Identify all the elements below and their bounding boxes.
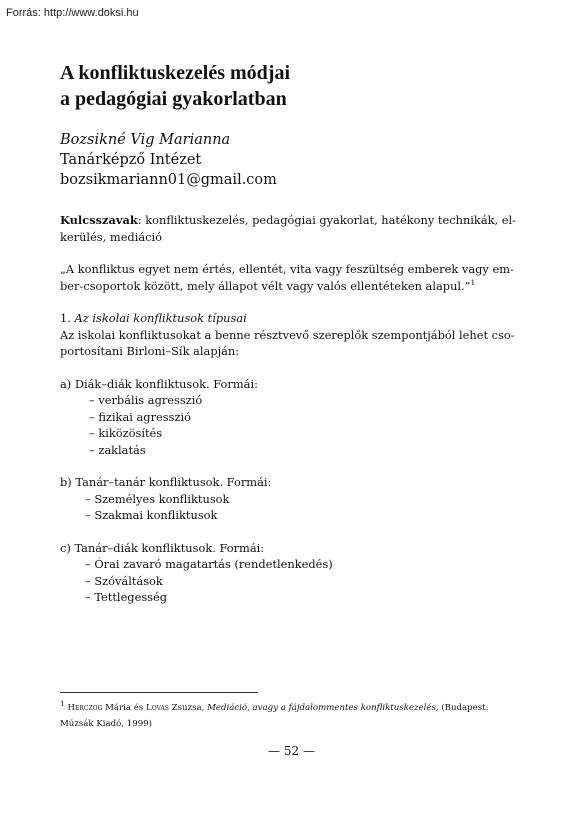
section-1 — [60, 310, 524, 360]
title-line-2: a pedagógiai gyakorlatban — [60, 88, 287, 110]
article-body — [60, 60, 524, 606]
footnote-work-title: Mediáció, avagy a fájdalommentes konfliktuskezelés — [207, 703, 436, 713]
title-line-1: A konfliktuskezelés módjai — [60, 62, 291, 84]
group-c-heading: c) Tanár–diák konfliktusok. Formái: — [60, 540, 265, 555]
section-line-1: Az iskolai konfliktusokat a benne résztvevő szereplők szempontjából lehet cso- — [60, 327, 515, 342]
footnote-text-3: , (Budapest: — [435, 703, 489, 713]
list-item: – zaklatás — [89, 442, 146, 457]
quote-line-2: ber-csoportok között, mely állapot vélt vagy valós ellentéteken alapul.” — [60, 278, 471, 293]
footnote-text-2: Zsuzsa, — [168, 703, 208, 713]
author-block — [60, 130, 524, 190]
author-name: Bozsikné Vig Marianna — [60, 132, 231, 148]
quote-line-1: „A konfliktus egyet nem értés, ellentét, vita vagy feszültség emberek vagy em- — [60, 262, 514, 276]
definition-quote — [60, 261, 524, 294]
footnote-author-2: Lovas — [146, 703, 169, 713]
footnote-ref: 1 — [470, 277, 476, 287]
source-url: Forrás: http://www.doksi.hu — [6, 7, 139, 19]
footnote-divider — [60, 692, 258, 693]
group-b-heading: b) Tanár–tanár konfliktusok. Formái: — [60, 475, 272, 489]
group-a — [60, 376, 524, 459]
list-item: – Szóváltások — [85, 573, 163, 588]
footnote-line-2: Múzsák Kiadó, 1999) — [60, 719, 152, 729]
article-title — [60, 60, 524, 112]
footnote — [60, 700, 524, 732]
group-b — [60, 474, 524, 524]
author-institute: Tanárképző Intézet — [60, 152, 202, 168]
page-number: — 52 — — [268, 744, 315, 758]
keywords — [60, 212, 524, 245]
list-item: – Személyes konfliktusok — [85, 491, 230, 506]
group-a-heading: a) Diák–diák konfliktusok. Formái: — [60, 376, 258, 391]
list-item: – Tettlegesség — [85, 590, 168, 604]
group-a-list — [60, 392, 524, 458]
section-title: Az iskolai konfliktusok típusai — [74, 311, 247, 325]
group-c-list — [60, 556, 524, 606]
footnote-mark: 1 — [60, 699, 65, 709]
section-line-2: portosítani Birloni–Sík alapján: — [60, 344, 240, 358]
list-item: – fizikai agresszió — [89, 409, 191, 424]
group-c — [60, 540, 524, 606]
keywords-line-2: kerülés, mediáció — [60, 229, 163, 244]
keywords-line-1: : konfliktuskezelés, pedagógiai gyakorlat, hatékony technikák, el- — [137, 213, 516, 227]
section-number: 1. — [60, 311, 75, 325]
list-item: – Órai zavaró magatartás (rendetlenkedés) — [85, 557, 333, 571]
footnote-text-1: Mária és — [102, 703, 146, 713]
author-email: bozsikmariann01@gmail.com — [60, 172, 277, 188]
list-item: – Szakmai konfliktusok — [85, 508, 218, 522]
group-b-list — [60, 491, 524, 524]
list-item: – kiközösítés — [89, 426, 163, 440]
list-item: – verbális agresszió — [89, 393, 203, 407]
footnote-author-1: Herczog — [67, 703, 103, 713]
keywords-label: Kulcsszavak — [60, 213, 138, 227]
